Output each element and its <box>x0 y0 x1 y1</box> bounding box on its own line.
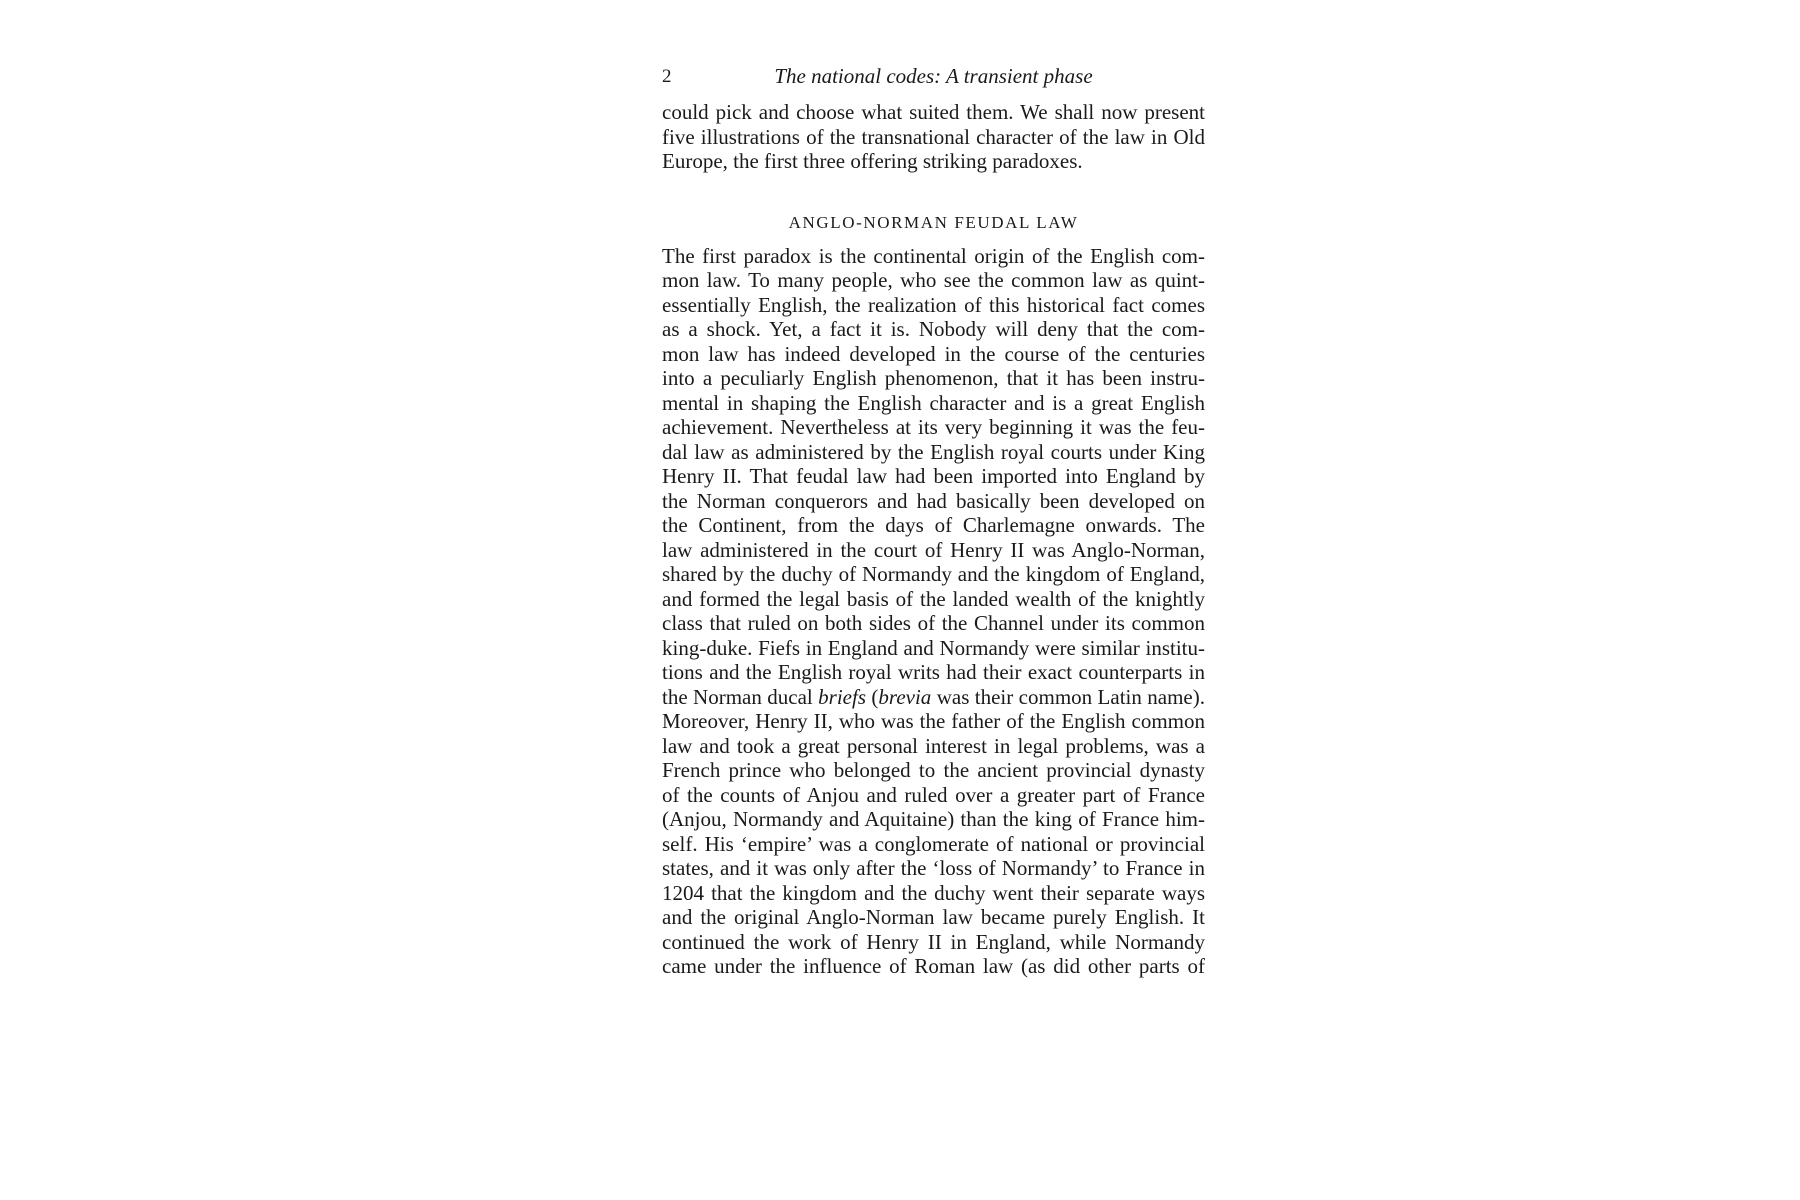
text-line: the Continent, from the days of Charlemagne onwards. The <box>662 513 1205 537</box>
text-line: self. His ‘empire’ was a conglomerate of national or provincial <box>662 831 1205 856</box>
text-line: states, and it was only after the ‘loss of Normandy’ to France in <box>662 856 1205 880</box>
text-line: tions and the English royal writs had their exact counterparts in <box>662 660 1205 684</box>
text-line: 1204 that the kingdom and the duchy went their separate ways <box>662 880 1205 905</box>
text-line: law and took a great personal interest in legal problems, was a <box>662 733 1205 758</box>
running-title: The national codes: A transient phase <box>774 64 1093 88</box>
text-line: shared by the duchy of Normandy and the kingdom of England, <box>662 562 1205 586</box>
text-line: Henry II. That feudal law had been imported into England by <box>662 464 1205 488</box>
text-line: and the original Anglo-Norman law became purely English. It <box>662 905 1205 929</box>
text-line: Europe, the first three offering striking paradoxes. <box>662 149 1083 173</box>
text-line: and formed the legal basis of the landed wealth of the knightly <box>662 586 1205 611</box>
text-line: (Anjou, Normandy and Aquitaine) than the king of France him- <box>662 807 1205 831</box>
text-line: mental in shaping the English character and is a great English <box>662 390 1205 415</box>
book-page <box>662 62 1205 979</box>
text-line: law administered in the court of Henry II was Anglo-Norman, <box>662 537 1205 562</box>
intro-paragraph <box>662 100 1205 174</box>
text-line: of the counts of Anjou and ruled over a greater part of France <box>662 782 1205 807</box>
text-line: The first paradox is the continental origin of the English com- <box>662 243 1205 268</box>
text-line-briefs <box>662 685 1205 710</box>
running-head <box>662 62 1205 92</box>
section-heading: ANGLO-NORMAN FEUDAL LAW <box>788 212 1079 232</box>
text-segment: was their common Latin name). <box>931 684 1205 709</box>
body-paragraph <box>662 244 1205 979</box>
text-line: Moreover, Henry II, who was the father of the English common <box>662 709 1205 733</box>
text-line: into a peculiarly English phenomenon, that it has been instru- <box>662 366 1205 390</box>
italic-term-briefs: briefs <box>818 684 867 709</box>
text-line: French prince who belonged to the ancient provincial dynasty <box>662 758 1205 782</box>
text-line: continued the work of Henry II in England, while Normandy <box>662 929 1205 954</box>
text-line: came under the influence of Roman law (as did other parts of <box>662 954 1205 978</box>
text-line: mon law. To many people, who see the common law as quint- <box>662 268 1205 292</box>
text-line: mon law has indeed developed in the course of the centuries <box>662 341 1205 366</box>
text-line: dal law as administered by the English royal courts under King <box>662 439 1205 464</box>
text-line: king-duke. Fiefs in England and Normandy were similar institu- <box>662 635 1205 660</box>
text-line: achievement. Nevertheless at its very beginning it was the feu- <box>662 415 1205 439</box>
text-line: could pick and choose what suited them. We shall now present <box>662 100 1205 124</box>
text-line: essentially English, the realization of this historical fact comes <box>662 292 1205 317</box>
text-segment: ( <box>866 684 879 709</box>
italic-term-brevia: brevia <box>878 684 932 709</box>
text-line: as a shock. Yet, a fact it is. Nobody will deny that the com- <box>662 317 1205 341</box>
text-line: class that ruled on both sides of the Channel under its common <box>662 611 1205 635</box>
page-number: 2 <box>662 66 672 87</box>
text-line: the Norman conquerors and had basically been developed on <box>662 488 1205 513</box>
text-segment: the Norman ducal <box>662 684 819 709</box>
text-line: five illustrations of the transnational character of the law in Old <box>662 124 1205 149</box>
